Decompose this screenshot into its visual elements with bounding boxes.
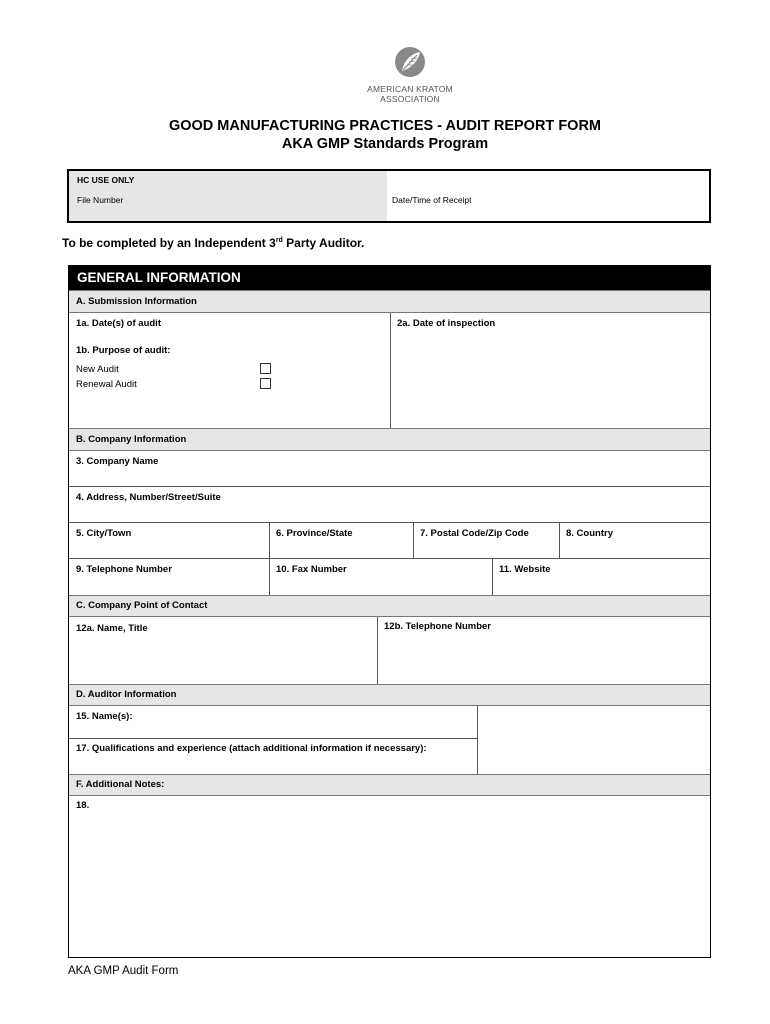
file-number-field[interactable]: File Number (77, 195, 124, 205)
new-audit-checkbox[interactable] (260, 363, 271, 374)
divider (559, 522, 560, 558)
logo-text: AMERICAN KRATOM ASSOCIATION (367, 84, 453, 104)
renewal-audit-checkbox[interactable] (260, 378, 271, 389)
hc-use-only-box (67, 169, 711, 223)
divider (69, 558, 710, 559)
date-time-receipt-field[interactable]: Date/Time of Receipt (392, 195, 472, 205)
renewal-audit-label: Renewal Audit (76, 379, 137, 390)
country-field[interactable]: 8. Country (566, 528, 613, 539)
divider (377, 617, 378, 684)
divider (69, 738, 478, 739)
province-field[interactable]: 6. Province/State (276, 528, 353, 539)
hc-heading: HC USE ONLY (77, 175, 135, 185)
contact-telephone-field[interactable]: 12b. Telephone Number (384, 621, 491, 632)
instruction-text: To be completed by an Independent 3rd Party Auditor. (62, 236, 365, 250)
city-field[interactable]: 5. City/Town (76, 528, 132, 539)
auditor-names-field[interactable]: 15. Name(s): (76, 711, 133, 722)
general-information-form (68, 265, 711, 958)
section-c-heading: C. Company Point of Contact (69, 595, 710, 617)
divider (492, 558, 493, 595)
footer-text: AKA GMP Audit Form (68, 965, 179, 977)
divider (413, 522, 414, 558)
company-name-field[interactable]: 3. Company Name (76, 456, 159, 467)
section-a-heading: A. Submission Information (69, 290, 710, 313)
general-information-header: GENERAL INFORMATION (69, 266, 710, 290)
address-field[interactable]: 4. Address, Number/Street/Suite (76, 492, 221, 503)
divider (69, 522, 710, 523)
divider (269, 558, 270, 595)
postal-code-field[interactable]: 7. Postal Code/Zip Code (420, 528, 529, 539)
fax-field[interactable]: 10. Fax Number (276, 564, 347, 575)
divider (390, 313, 391, 428)
website-field[interactable]: 11. Website (499, 564, 551, 575)
telephone-field[interactable]: 9. Telephone Number (76, 564, 172, 575)
contact-name-title-field[interactable]: 12a. Name, Title (76, 623, 148, 634)
divider (269, 522, 270, 558)
divider (69, 486, 710, 487)
logo (340, 46, 480, 104)
new-audit-label: New Audit (76, 364, 119, 375)
section-b-heading: B. Company Information (69, 428, 710, 451)
purpose-of-audit-label: 1b. Purpose of audit: (76, 345, 171, 356)
section-f-heading: F. Additional Notes: (69, 774, 710, 796)
additional-notes-field[interactable]: 18. (76, 800, 90, 811)
page-subtitle: AKA GMP Standards Program (281, 136, 489, 152)
divider (477, 706, 478, 774)
qualifications-field[interactable]: 17. Qualifications and experience (attach additional information if necessary): (76, 743, 427, 754)
section-d-heading: D. Auditor Information (69, 684, 710, 706)
date-of-inspection-field[interactable]: 2a. Date of inspection (397, 318, 496, 329)
date-of-audit-field[interactable]: 1a. Date(s) of audit (76, 318, 161, 329)
leaf-icon (393, 46, 427, 78)
page-title: GOOD MANUFACTURING PRACTICES - AUDIT REPORT FORM (168, 118, 602, 134)
